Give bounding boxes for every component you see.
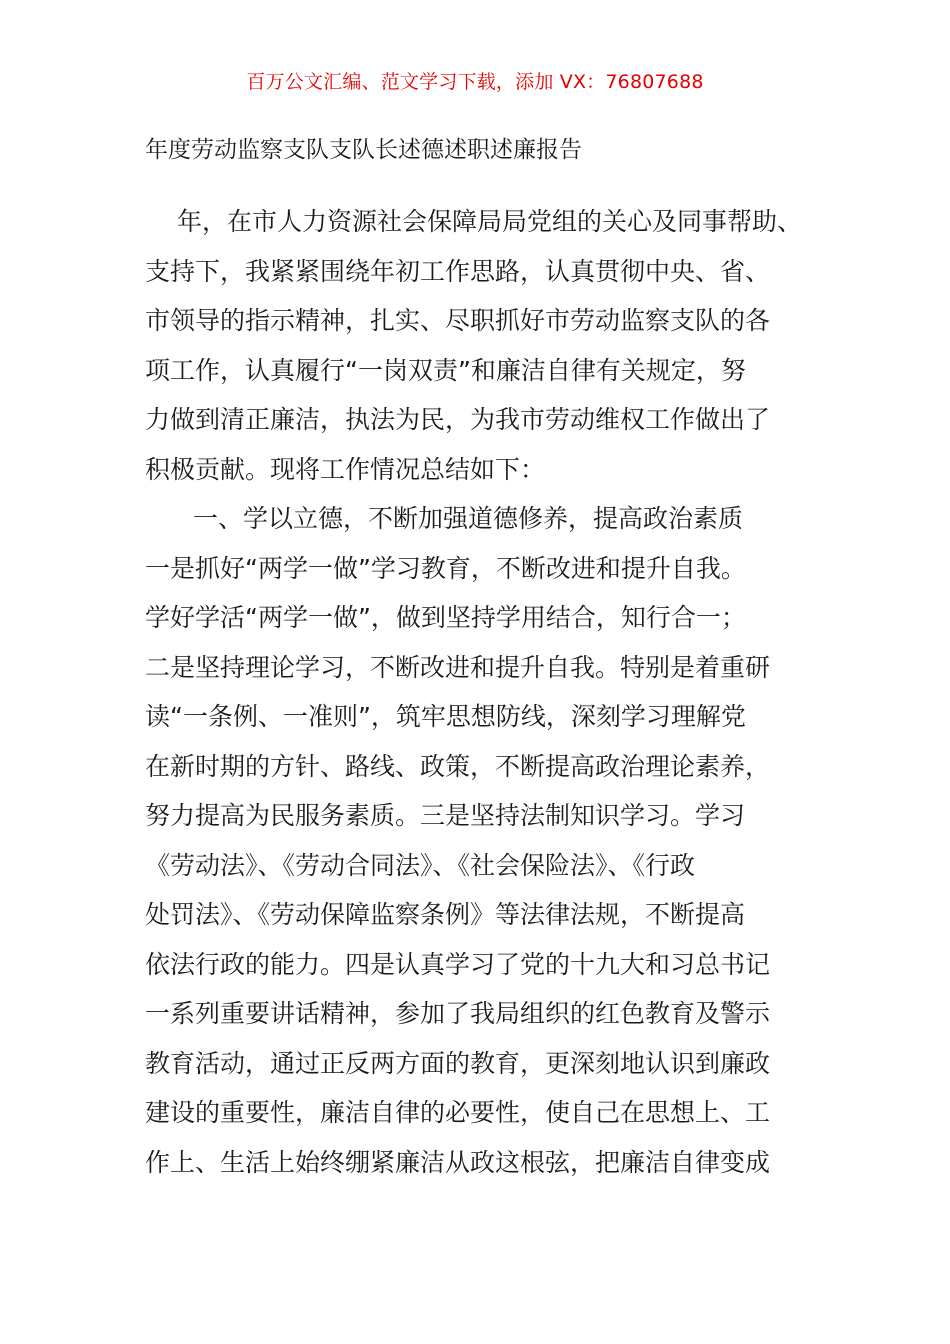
body-line: 《劳动法》、《劳动合同法》、《社会保险法》、《行政 — [145, 850, 696, 880]
body-line: 建设的重要性，廉洁自律的必要性，使自己在思想上、工 — [145, 1098, 771, 1127]
body-line: 教育活动，通过正反两方面的教育，更深刻地认识到廉政 — [145, 1048, 771, 1078]
body-line: 积极贡献。现将工作情况总结如下： — [145, 454, 546, 484]
body-line: 作上、生活上始终绷紧廉洁从政这根弦，把廉洁自律变成 — [145, 1147, 771, 1177]
body-line: 支持下，我紧紧围绕年初工作思路，认真贯彻中央、省、 — [145, 256, 771, 286]
section-heading: 一、学以立德，不断加强道德修养，提高政治素质 — [193, 504, 744, 533]
body-line: 依法行政的能力。四是认真学习了党的十九大和习总书记 — [145, 949, 771, 979]
body-line: 市领导的指示精神，扎实、尽职抓好市劳动监察支队的各 — [145, 306, 771, 335]
body-line: 学好学活“两学一做”，做到坚持学用结合，知行合一； — [145, 603, 746, 632]
body-line: 在新时期的方针、路线、政策，不断提高政治理论素养， — [145, 751, 771, 781]
document-body — [145, 197, 807, 1187]
body-line: 项工作，认真履行“一岗双责”和廉洁自律有关规定，努 — [145, 355, 746, 385]
body-line: 读“一条例、一准则”，筑牢思想防线，深刻学习理解党 — [145, 702, 746, 731]
body-line: 年，在市人力资源社会保障局局党组的关心及同事帮助、 — [177, 207, 803, 236]
body-line: 一是抓好“两学一做”学习教育，不断改进和提升自我。 — [145, 553, 746, 583]
body-line: 努力提高为民服务素质。三是坚持法制知识学习。学习 — [145, 801, 746, 830]
body-line: 二是坚持理论学习，不断改进和提升自我。特别是着重研 — [145, 652, 771, 682]
header-banner: 百万公文汇编、范文学习下载，添加 VX：76807688 — [246, 71, 704, 93]
document-title: 年度劳动监察支队支队长述德述职述廉报告 — [145, 137, 582, 163]
body-line: 力做到清正廉洁，执法为民，为我市劳动维权工作做出了 — [145, 405, 771, 434]
body-line: 处罚法》、《劳动保障监察条例》等法律法规，不断提高 — [145, 900, 746, 929]
body-line: 一系列重要讲话精神，参加了我局组织的红色教育及警示 — [145, 999, 771, 1028]
